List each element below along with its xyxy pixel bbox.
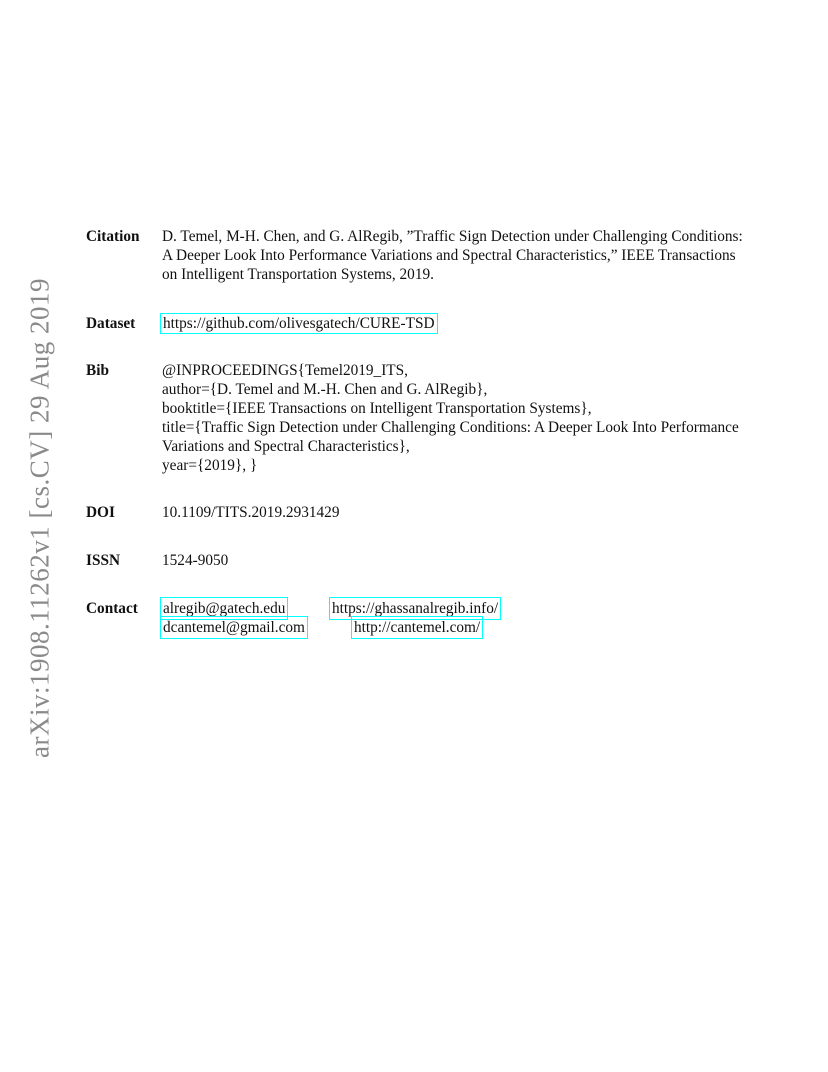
website-link-alregib[interactable]: https://ghassanalregib.info/ — [332, 600, 499, 617]
citation-line: D. Temel, M-H. Chen, and G. AlRegib, ”Traffic Sign Detection under Challenging Conditions: — [162, 228, 743, 245]
bib-line: title={Traffic Sign Detection under Challenging Conditions: A Deeper Look Into Performance — [162, 419, 739, 436]
bib-label: Bib — [86, 362, 109, 379]
citation-line: A Deeper Look Into Performance Variations and Spectral Characteristics,” IEEE Transactions — [162, 247, 736, 264]
bib-line: author={D. Temel and M.-H. Chen and G. AlRegib}, — [162, 381, 488, 398]
contact-label: Contact — [86, 600, 138, 617]
bib-line: year={2019}, } — [162, 457, 258, 474]
bib-line: booktitle={IEEE Transactions on Intelligent Transportation Systems}, — [162, 400, 592, 417]
email-link-alregib[interactable]: alregib@gatech.edu — [163, 600, 286, 617]
dataset-link[interactable]: https://github.com/olivesgatech/CURE-TSD — [163, 315, 435, 332]
bibtex-entry — [162, 361, 782, 475]
issn-value: 1524-9050 — [162, 552, 229, 569]
bib-line: Variations and Spectral Characteristics}, — [162, 438, 410, 455]
arxiv-identifier-stamp: arXiv:1908.11262v1 [cs.CV] 29 Aug 2019 — [24, 278, 55, 758]
bib-line: @INPROCEEDINGS{Temel2019_ITS, — [162, 362, 408, 379]
website-link-temel[interactable]: http://cantemel.com/ — [354, 619, 481, 636]
citation-label: Citation — [86, 228, 140, 245]
dataset-label: Dataset — [86, 315, 136, 332]
issn-label: ISSN — [86, 552, 121, 569]
doi-label: DOI — [86, 504, 115, 521]
citation-text — [162, 227, 782, 284]
doi-value: 10.1109/TITS.2019.2931429 — [162, 504, 340, 521]
email-link-temel[interactable]: dcantemel@gmail.com — [163, 619, 305, 636]
citation-line: on Intelligent Transportation Systems, 2019. — [162, 266, 434, 283]
